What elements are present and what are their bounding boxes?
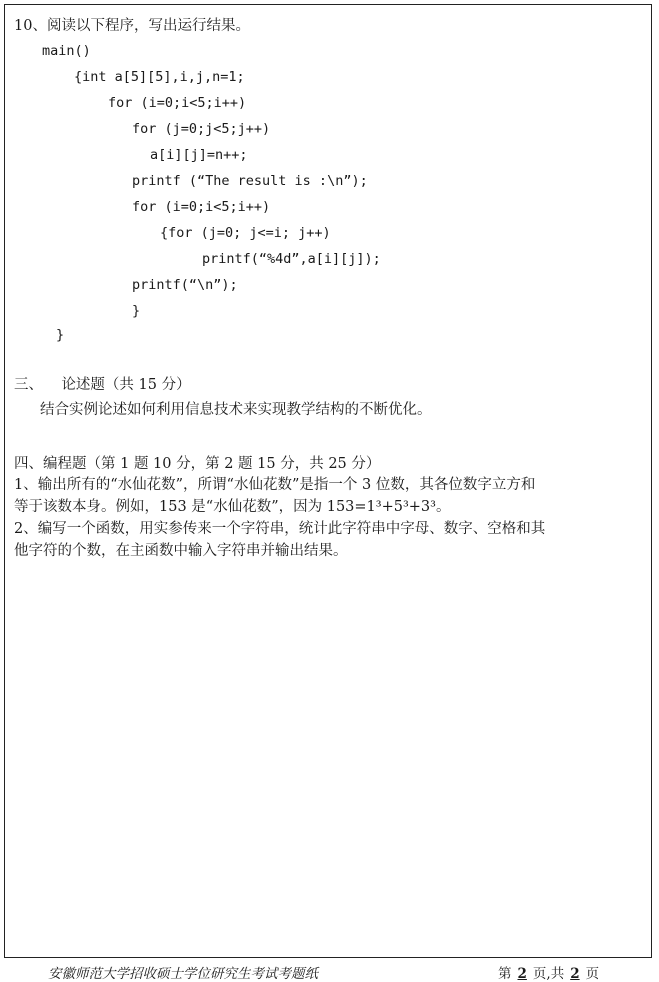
section-3-text: 结合实例论述如何利用信息技术来实现教学结构的不断优化。 — [40, 402, 432, 418]
page-prefix: 第 — [498, 966, 512, 982]
footer-school-name: 安徽师范大学招收硕士学位研究生考试考题纸 — [48, 966, 318, 982]
page-suffix: 页 — [585, 966, 600, 982]
code-line: {for (j=0; j<=i; j++) — [160, 225, 331, 241]
code-line: {int a[5][5],i,j,n=1; — [74, 69, 245, 85]
question-1-text: 1、输出所有的“水仙花数”，所谓“水仙花数”是指一个 3 位数，其各位数字立方和 — [14, 477, 536, 493]
section-4-heading: 四、编程题（第 1 题 10 分，第 2 题 15 分，共 25 分） — [14, 456, 381, 472]
page-mid: 页,共 — [532, 966, 565, 982]
code-line: } — [56, 327, 65, 343]
section-3-heading: 三、 论述题（共 15 分） — [14, 377, 191, 393]
code-line: for (j=0;j<5;j++) — [132, 121, 271, 137]
question-2-text: 他字符的个数，在主函数中输入字符串并输出结果。 — [14, 543, 348, 559]
code-line: printf (“The result is :\n”); — [132, 173, 368, 189]
code-line: main() — [42, 43, 91, 59]
page-total: 2 — [570, 966, 580, 982]
question-1-text: 等于该数本身。例如，153 是“水仙花数”，因为 153=1³+5³+3³。 — [14, 499, 451, 515]
code-line: printf(“%4d”,a[i][j]); — [202, 251, 381, 267]
page-current: 2 — [517, 966, 527, 982]
code-line: } — [132, 303, 141, 319]
question-2-text: 2、编写一个函数，用实参传来一个字符串，统计此字符串中字母、数字、空格和其 — [14, 521, 546, 537]
code-line: for (i=0;i<5;i++) — [132, 199, 271, 215]
code-line: for (i=0;i<5;i++) — [108, 95, 247, 111]
question-10-title: 10、阅读以下程序，写出运行结果。 — [14, 18, 250, 34]
code-line: printf(“\n”); — [132, 277, 238, 293]
footer-page-number — [498, 962, 599, 982]
code-line: a[i][j]=n++; — [150, 147, 248, 163]
